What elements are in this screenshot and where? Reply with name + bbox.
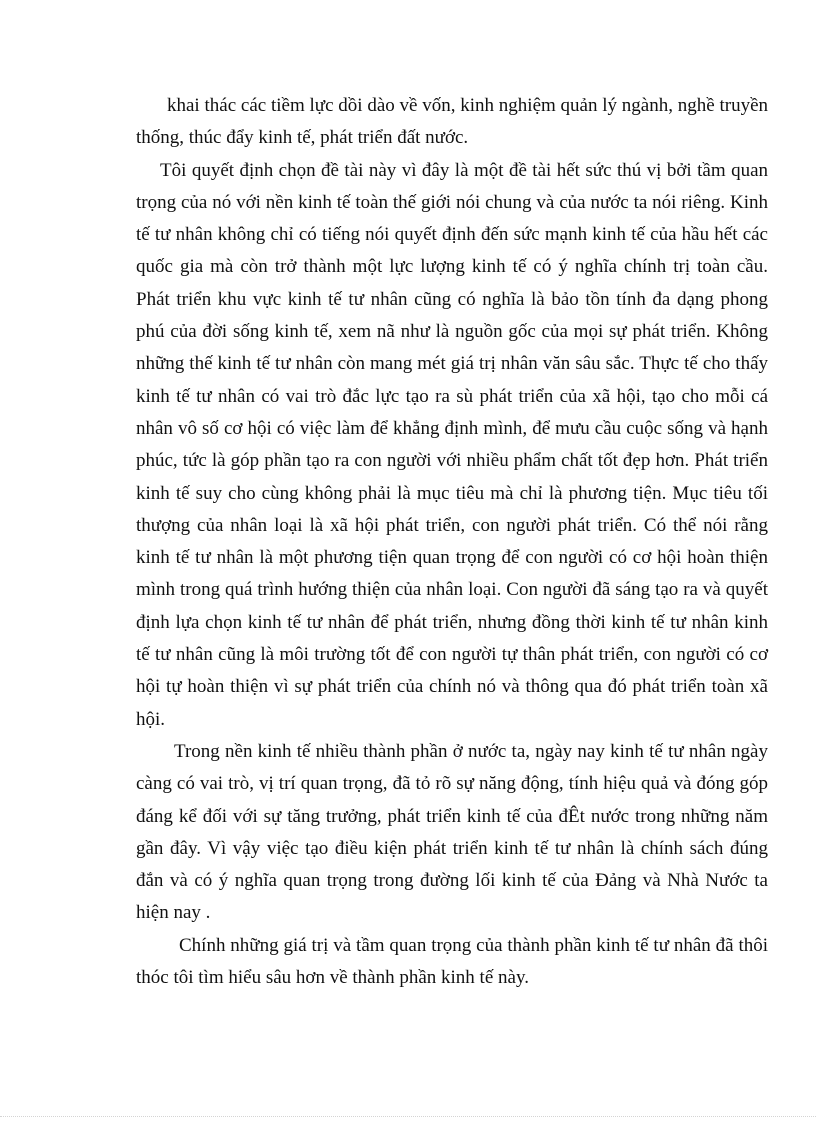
document-body [136, 90, 768, 994]
page-bottom-divider [0, 1116, 816, 1117]
paragraph-3: Trong nền kinh tế nhiều thành phần ở nước ta, ngày nay kinh tế tư nhân ngày càng có vai trò, vị trí quan trọng, đã tỏ rõ sự năng động, tính hiệu quả và đóng góp đáng kể đối với sự tăng trưởng, phát triển kinh tế của đÊt nước trong những năm gần đây. Vì vậy việc tạo điều kiện phát triển kinh tế tư nhân là chính sách đúng đắn và có ý nghĩa quan trọng trong đường lối kinh tế của Đảng và Nhà Nước ta hiện nay . [136, 740, 768, 924]
paragraph-1: khai thác các tiềm lực dồi dào về vốn, kinh nghiệm quản lý ngành, nghề truyền thống, thúc đẩy kinh tế, phát triển đất nước. [136, 95, 768, 149]
paragraph-4: Chính những giá trị và tầm quan trọng của thành phần kinh tế tư nhân đã thôi thóc tôi tìm hiểu sâu hơn về thành phần kinh tế này. [136, 934, 768, 989]
paragraph-2: Tôi quyết định chọn đề tài này vì đây là một đề tài hết sức thú vị bởi tầm quan trọng của nó với nền kinh tế toàn thế giới nói chung và của nước ta nói riêng. Kinh tế tư nhân không chỉ có tiếng nói quyết định đến sức mạnh kinh tế của hầu hết các quốc gia mà còn trở thành một lực lượng kinh tế có ý nghĩa chính trị toàn cầu. Phát triển khu vực kinh tế tư nhân cũng có nghĩa là bảo tồn tính đa dạng phong phú của đời sống kinh tế, xem nã như là nguồn gốc của mọi sự phát triển. Không những thế kinh tế tư nhân còn mang mét giá trị nhân văn sâu sắc. Thực tế cho thấy kinh tế tư nhân có vai trò đắc lực tạo ra sù phát triển của xã hội, tạo cho mỗi cá nhân vô số cơ hội có việc làm để khẳng định mình, để mưu cầu cuộc sống và hạnh phúc, tức là góp phần tạo ra con người với nhiều phẩm chất tốt đẹp hơn. Phát triển kinh tế suy cho cùng không phải là mục tiêu mà chỉ là phương tiện. Mục tiêu tối thượng của nhân loại là xã hội phát triển, con người phát triển. Có thể nói rằng kinh tế tư nhân là một phương tiện quan trọng để con người có cơ hội hoàn thiện mình trong quá trình hướng thiện của nhân loại. Con người đã sáng tạo ra và quyết định lựa chọn kinh tế tư nhân để phát triển, nhưng đồng thời kinh tế tư nhân kinh tế tư nhân cũng là môi trường tốt để con người tự thân phát triển, con người có cơ hội tự hoàn thiện vì sự phát triển của chính nó và thông qua đó phát triển toàn xã hội. [136, 159, 768, 730]
